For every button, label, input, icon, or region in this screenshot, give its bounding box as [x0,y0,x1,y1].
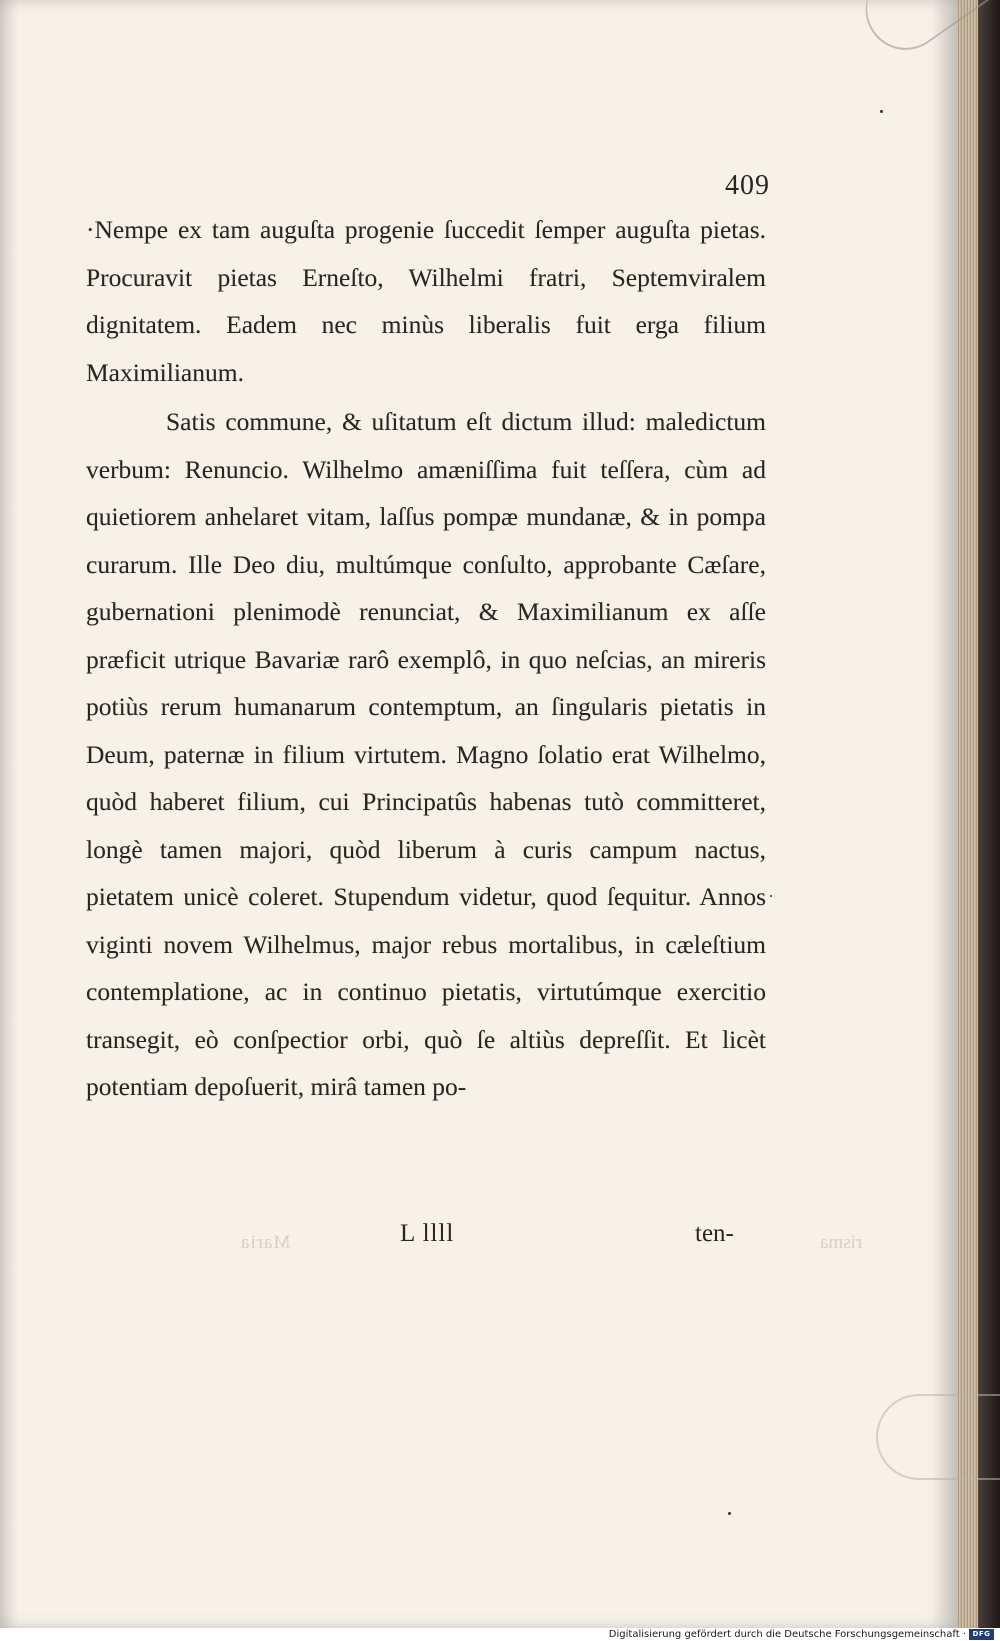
paper-speck [728,1512,731,1515]
paper-speck [880,110,883,113]
dfg-logo: DFG [969,1629,994,1640]
paper-speck [770,895,772,897]
body-text [86,206,766,1111]
show-through-text: Maria [240,1232,291,1253]
paragraph: ·Nempe ex tam auguſta progenie ſuccedit ſemper auguſta pietas. Procuravit pietas Erneſto, Wilhelmi fratri, Septemviralem dignitatem. Eadem nec minùs liberalis fuit erga filium Maximilianum. [86,215,766,387]
footer-credit: Digitalisierung gefördert durch die Deutsche Forschungsgemeinschaft · [608,1629,966,1640]
signature-mark: L llll [400,1220,455,1247]
page-number: 409 [725,170,770,201]
page-edge-shadow [978,0,1000,1628]
paragraph: Satis commune, & uſitatum eſt dictum illud: maledictum verbum: Renuncio. Wilhelmo amæniſſima fuit teſſera, cùm ad quietiorem anhelaret vitam, laſſus pompæ mundanæ, & in pompa curarum. Ille Deo diu, multúmque conſulto, approbante Cæſare, gubernationi plenimodè renunciat, & Maximilianum ex aſſe præficit utrique Bavariæ rarô exemplô, in quo neſcias, an mireris potiùs rerum humanarum contemptum, an ſingularis pietatis in Deum, paternæ in filium virtutem. Magno ſolatio erat Wilhelmo, quòd haberet filium, cui Principatûs habenas tutò committeret, longè tamen majori, quòd liberum à curis campum nactus, pietatem unicè coleret. Stupendum videtur, quod ſequitur. Annos viginti novem Wilhelmus, major rebus mortalibus, in cæleſtium contemplatione, ac in continuo pietatis, virtutúmque exercitio transegit, eò conſpectior orbi, quò ſe altiùs depreſſit. Et licèt potentiam depoſuerit, mirâ tamen po- [86,407,766,1101]
show-through-text: risma [820,1232,863,1253]
catchword: ten- [695,1220,734,1247]
clip-mark-icon [876,1394,1000,1480]
